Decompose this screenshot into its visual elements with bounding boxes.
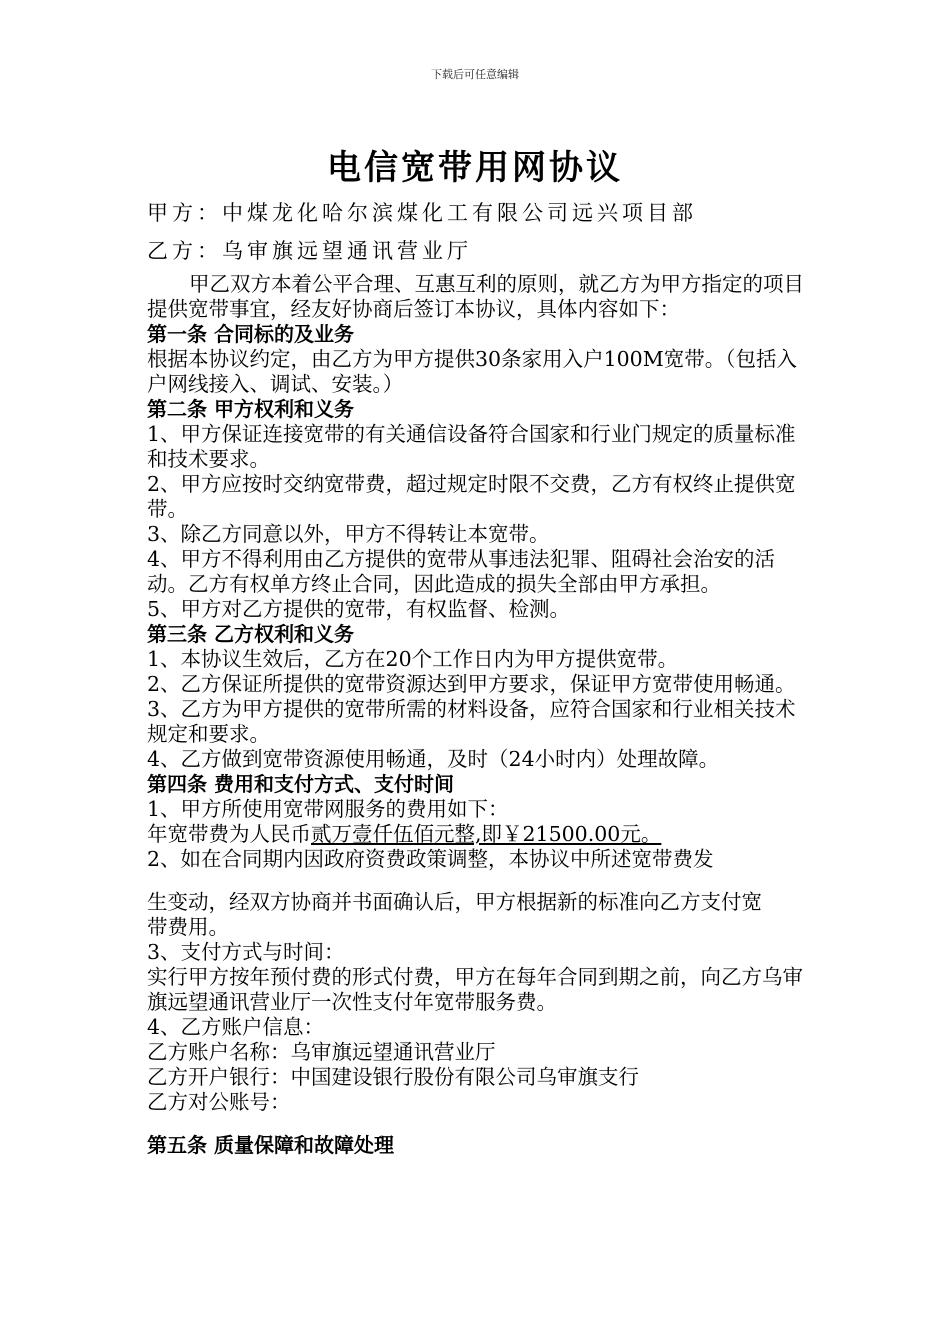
section-4-heading: 第四条 费用和支付方式、支付时间 (147, 772, 454, 796)
section-3-item-4: 4、乙方做到宽带资源使用畅通，及时（24小时内）处理故障。 (147, 747, 720, 771)
party-b: 乙方：乌审旗远望通讯营业厅 (147, 239, 472, 263)
section-4-item-1: 1、甲方所使用宽带网服务的费用如下： (147, 797, 509, 821)
section-4-item-2b: 生变动，经双方协商并书面确认后，甲方根据新的标准向乙方支付宽 (147, 890, 762, 914)
document-title: 电信宽带用网协议 (327, 148, 623, 188)
fee-prefix: 年宽带费为人民币 (147, 822, 311, 846)
account-number: 乙方对公账号： (147, 1090, 291, 1114)
section-3-item-2: 2、乙方保证所提供的宽带资源达到甲方要求，保证甲方宽带使用畅通。 (147, 672, 796, 696)
section-2-item-4: 4、甲方不得利用由乙方提供的宽带从事违法犯罪、阻碍社会治安的活动。乙方有权单方终止合同，因此造成的损失全部由甲方承担。 (147, 547, 776, 596)
intro-paragraph: 甲乙双方本着公平合理、互惠互利的原则，就乙方为甲方指定的项目提供宽带事宜，经友好协商后签订本协议，具体内容如下： (147, 272, 804, 321)
section-2-item-5: 5、甲方对乙方提供的宽带，有权监督、检测。 (147, 597, 571, 621)
section-3-item-3: 3、乙方为甲方提供的宽带所需的材料设备，应符合国家和行业相关技术规定和要求。 (147, 697, 796, 746)
section-4-item-3b: 实行甲方按年预付费的形式付费，甲方在每年合同到期之前，向乙方乌审旗远望通讯营业厅一次性支付年宽带服务费。 (147, 965, 803, 1014)
section-2-item-3: 3、除乙方同意以外，甲方不得转让本宽带。 (147, 522, 550, 546)
header-note: 下载后可任意编辑 (431, 68, 519, 81)
section-3-item-1: 1、本协议生效后，乙方在20个工作日内为甲方提供宽带。 (147, 647, 679, 671)
section-2-item-1: 1、甲方保证连接宽带的有关通信设备符合国家和行业门规定的质量标准和技术要求。 (147, 422, 796, 471)
section-1-heading: 第一条 合同标的及业务 (147, 322, 354, 346)
section-1-paragraph: 根据本协议约定，由乙方为甲方提供30条家用入户100M宽带。（包括入户网线接入、调试、安装。） (147, 347, 797, 396)
section-2-heading: 第二条 甲方权利和义务 (147, 397, 354, 421)
section-4-item-2a: 2、如在合同期内因政府资费政策调整，本协议中所述宽带费发 (147, 847, 714, 871)
section-4-item-4: 4、乙方账户信息： (147, 1015, 325, 1039)
account-bank: 乙方开户银行：中国建设银行股份有限公司乌审旗支行 (147, 1065, 639, 1089)
account-name: 乙方账户名称：乌审旗远望通讯营业厅 (147, 1040, 496, 1064)
party-a: 甲方：中煤龙化哈尔滨煤化工有限公司远兴项目部 (147, 201, 697, 225)
fee-line (147, 822, 807, 847)
section-4-item-3: 3、支付方式与时间： (147, 940, 345, 964)
section-4-item-2c: 带费用。 (147, 915, 229, 939)
fee-amount: 贰万壹仟伍佰元整,即￥21500.00元。 (311, 822, 662, 846)
section-3-heading: 第三条 乙方权利和义务 (147, 622, 354, 646)
section-2-item-2: 2、甲方应按时交纳宽带费，超过规定时限不交费，乙方有权终止提供宽带。 (147, 472, 796, 521)
section-5-heading: 第五条 质量保障和故障处理 (147, 1133, 394, 1157)
document-body (147, 272, 807, 1158)
